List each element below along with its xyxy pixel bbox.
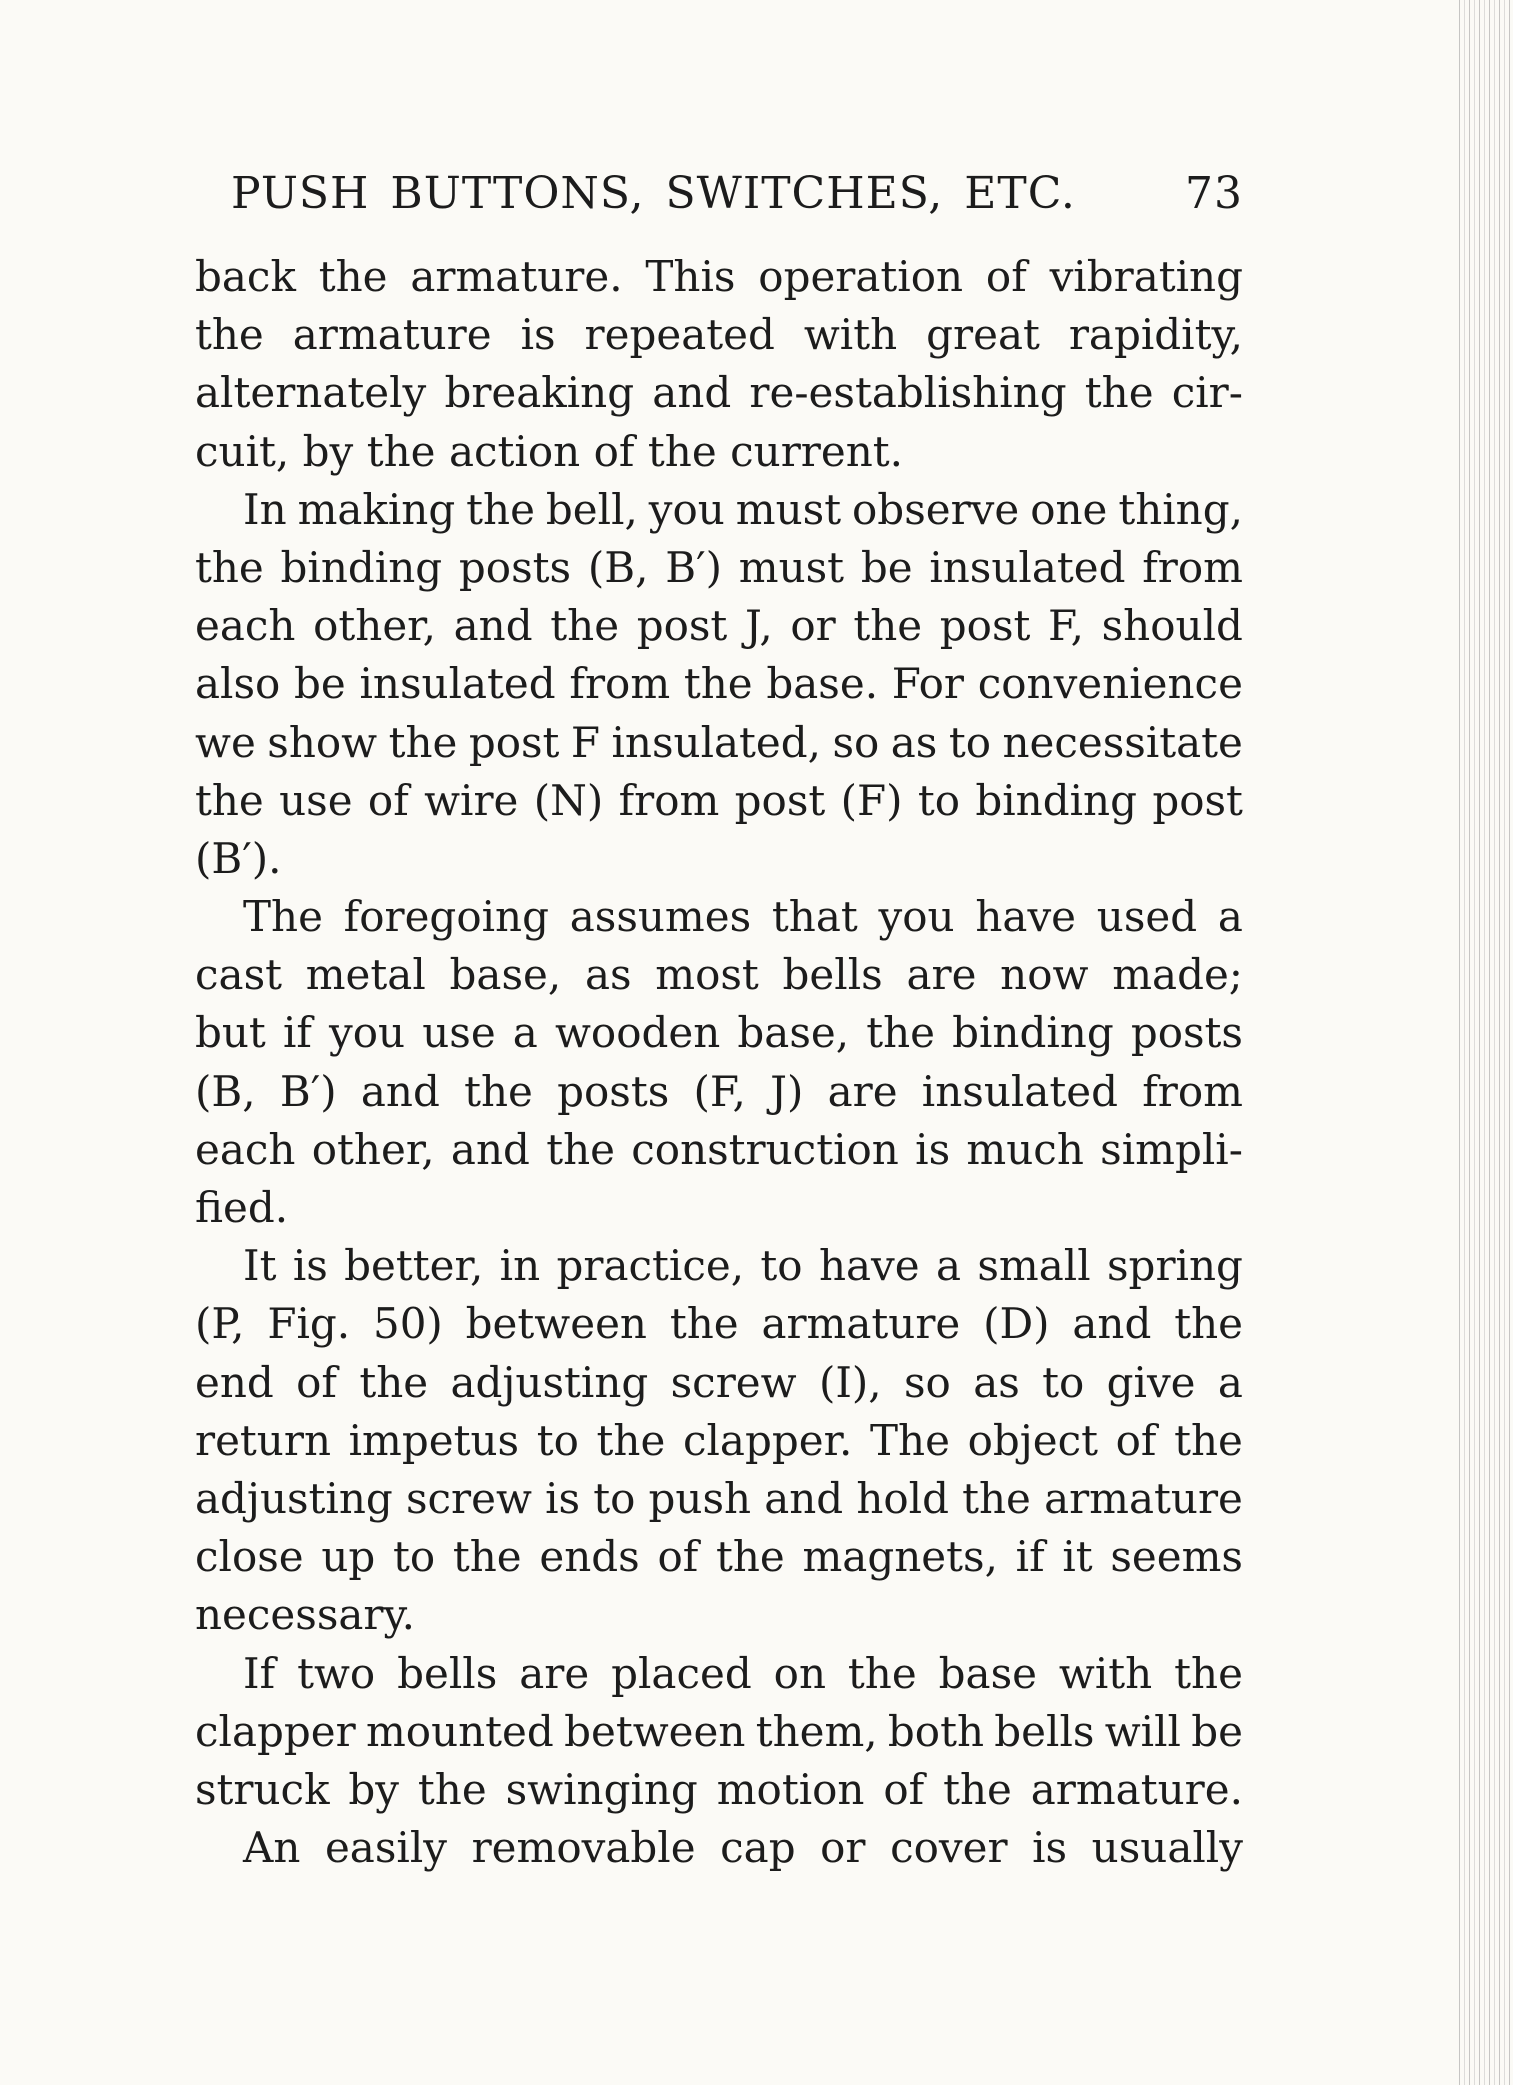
word: it (1062, 1532, 1093, 1582)
page-number: 73 (1185, 168, 1243, 219)
word: close (195, 1532, 304, 1582)
word: necessitate (1002, 717, 1243, 767)
word: F, (1048, 601, 1084, 651)
word: the (715, 1532, 785, 1582)
word: wooden (554, 1008, 721, 1058)
word: one (1030, 484, 1108, 534)
word: bells (397, 1648, 498, 1698)
word: (N) (533, 775, 604, 825)
word: to (948, 717, 991, 767)
word: (P, (195, 1299, 245, 1349)
word: must (738, 542, 845, 592)
word: the (195, 310, 264, 360)
word: made; (1112, 950, 1243, 1000)
word: of (367, 775, 409, 825)
word: In (243, 484, 287, 534)
word: the (546, 1124, 615, 1174)
word: making (297, 484, 456, 534)
word: necessary. (195, 1590, 416, 1640)
word: If (243, 1648, 276, 1698)
word: post (636, 601, 728, 651)
word: each (195, 1124, 296, 1174)
word: re-establishing (749, 368, 1067, 418)
word: the (466, 484, 535, 534)
running-head (195, 168, 1243, 248)
running-head-title: PUSH BUTTONS, SWITCHES, ETC. (231, 168, 1076, 219)
word: be (1191, 1706, 1243, 1756)
word: be (294, 659, 346, 709)
word: we (195, 717, 256, 767)
word: push (648, 1473, 752, 1523)
word: post (734, 775, 826, 825)
word: hold (856, 1473, 949, 1523)
word: mounted (365, 1706, 554, 1756)
word: the (962, 1473, 1031, 1523)
word: observe (852, 484, 1020, 534)
word: 50) (372, 1299, 443, 1349)
word: with (1058, 1648, 1153, 1698)
text-line (195, 1354, 1243, 1412)
word: between (564, 1706, 746, 1756)
word: the (318, 252, 388, 301)
word: to (536, 1415, 579, 1465)
word: operation (758, 252, 964, 301)
word: cover (890, 1823, 1008, 1873)
word: magnets, (802, 1532, 998, 1582)
word: (B, (195, 1066, 256, 1116)
word: a (1217, 1357, 1243, 1407)
word: clapper (195, 1706, 356, 1756)
text-line (195, 1470, 1243, 1528)
text-line (195, 539, 1243, 597)
word: the (943, 1764, 1012, 1814)
word: of (1115, 1415, 1157, 1465)
word: The (243, 892, 323, 942)
word: the (847, 1648, 917, 1698)
word: of (657, 1532, 699, 1582)
word: J) (770, 1066, 804, 1116)
word: easily (324, 1823, 447, 1873)
word: the (1174, 1299, 1243, 1349)
word: the (195, 542, 264, 592)
word: and (360, 1066, 440, 1116)
word: post (1152, 775, 1243, 825)
page-gutter-edge (1455, 0, 1513, 2085)
word: the (1174, 1415, 1243, 1465)
text-line (195, 1295, 1243, 1353)
word: from (618, 775, 720, 825)
word: in (499, 1241, 541, 1291)
word: give (1106, 1357, 1196, 1407)
word: usually (1091, 1823, 1243, 1873)
word: posts (557, 1066, 670, 1116)
text-line (195, 1703, 1243, 1761)
word: (B′). (195, 833, 282, 883)
text-line (195, 248, 1243, 306)
text-line (195, 1761, 1243, 1819)
word: ends (539, 1532, 640, 1582)
word: cir- (1171, 368, 1243, 418)
word: (D) (983, 1299, 1050, 1349)
word: and (453, 601, 533, 651)
word: to (593, 1473, 636, 1523)
word: on (773, 1648, 826, 1698)
word: removable (471, 1823, 696, 1873)
word: the (1174, 1648, 1243, 1698)
word: so (832, 717, 880, 767)
word: the (853, 601, 923, 651)
word: screw (405, 1473, 532, 1523)
word: seems (1110, 1532, 1243, 1582)
word: impetus (348, 1415, 520, 1465)
word: a (935, 1241, 962, 1291)
word: the (1084, 368, 1154, 418)
word: assumes (569, 892, 752, 942)
word: base, (449, 950, 562, 1000)
word: action (448, 426, 581, 476)
word: thing, (1118, 484, 1243, 534)
word: armature (1044, 1473, 1243, 1523)
word: cap (720, 1823, 796, 1873)
word: between (465, 1299, 647, 1349)
word: repeated (584, 310, 775, 360)
word: use (279, 775, 353, 825)
word: the (452, 1532, 522, 1582)
word: The (870, 1415, 950, 1465)
word: insulated (929, 542, 1126, 592)
word: are (519, 1648, 590, 1698)
word: the (550, 601, 620, 651)
word: by (348, 1764, 400, 1814)
word: from (1142, 542, 1243, 592)
word: and (764, 1473, 844, 1523)
word: rapidity, (1068, 310, 1243, 360)
word: now (1000, 950, 1089, 1000)
word: and (1072, 1299, 1152, 1349)
word: but (195, 1008, 266, 1058)
word: binding (280, 542, 443, 592)
word: alternately (195, 368, 427, 418)
word: is (915, 1124, 951, 1174)
word: fied. (195, 1183, 289, 1232)
word: of (883, 1764, 925, 1814)
word: to (1042, 1357, 1085, 1407)
text-line (195, 1179, 1243, 1237)
word: you (329, 1008, 406, 1058)
word: other, (311, 1124, 435, 1174)
word: armature. (1030, 1764, 1243, 1814)
word: armature (292, 310, 492, 360)
word: or (790, 601, 836, 651)
word: are (906, 950, 977, 1000)
word: should (1101, 601, 1243, 651)
word: also (195, 659, 281, 709)
word: binding (952, 1008, 1114, 1058)
text-block (195, 168, 1243, 1877)
word: have (975, 892, 1077, 942)
word: the (417, 1764, 487, 1814)
word: most (655, 950, 759, 1000)
word: metal (305, 950, 426, 1000)
word: bells (994, 1706, 1095, 1756)
word: struck (195, 1764, 330, 1814)
word: insulated (359, 659, 556, 709)
word: is (545, 1473, 581, 1523)
word: base, (737, 1008, 850, 1058)
text-line (195, 306, 1243, 364)
text-line (195, 1528, 1243, 1586)
word: two (297, 1648, 376, 1698)
word: of (593, 426, 635, 476)
word: or (820, 1823, 866, 1873)
word: posts (458, 542, 572, 592)
text-line (195, 1645, 1243, 1703)
text-line (195, 364, 1243, 422)
word: use (422, 1008, 496, 1058)
word: as (584, 950, 632, 1000)
word: (I), (818, 1357, 882, 1407)
word: to (917, 775, 961, 825)
word: spring (1107, 1241, 1243, 1291)
text-line (195, 1586, 1243, 1644)
word: J, (744, 601, 773, 651)
word: are (827, 1066, 898, 1116)
word: a (512, 1008, 538, 1058)
text-line (195, 1121, 1243, 1179)
word: object (967, 1415, 1099, 1465)
word: end (195, 1357, 274, 1407)
word: armature. (410, 252, 623, 301)
word: Fig. (267, 1299, 351, 1349)
word: base. (766, 659, 879, 709)
word: For (891, 659, 964, 709)
word: as (890, 717, 938, 767)
word: is (1032, 1823, 1068, 1873)
word: the (464, 1066, 533, 1116)
word: the (388, 717, 458, 767)
word: armature (761, 1299, 961, 1349)
word: will (1104, 1706, 1181, 1756)
text-line (195, 888, 1243, 946)
text-line (195, 714, 1243, 772)
word: as (973, 1357, 1020, 1407)
text-line (195, 1412, 1243, 1470)
word: is (292, 1241, 328, 1291)
word: clapper. (682, 1415, 853, 1465)
word: the (596, 1415, 666, 1465)
word: used (1096, 892, 1198, 942)
text-line (195, 830, 1243, 888)
text-line (195, 481, 1243, 539)
word: screw (670, 1357, 797, 1407)
text-line (195, 1819, 1243, 1877)
word: with (803, 310, 898, 360)
word: insulated (921, 1066, 1118, 1116)
word: the (195, 775, 264, 825)
word: (F) (840, 775, 903, 825)
word: if (282, 1008, 312, 1058)
word: of (296, 1357, 337, 1407)
word: much (966, 1124, 1084, 1174)
word: construction (631, 1124, 899, 1174)
word: of (985, 252, 1027, 301)
word: by (302, 426, 354, 476)
word: vibrating (1049, 252, 1243, 301)
text-line (195, 772, 1243, 830)
word: cuit, (195, 426, 290, 476)
word: adjusting (450, 1357, 649, 1407)
word: An (243, 1823, 301, 1873)
word: better, (344, 1241, 484, 1291)
word: wire (424, 775, 519, 825)
word: (F, (693, 1066, 746, 1116)
word: up (321, 1532, 376, 1582)
word: small (977, 1241, 1091, 1291)
word: convenience (977, 659, 1243, 709)
word: be (860, 542, 913, 592)
word: placed (611, 1648, 752, 1698)
word: foregoing (343, 892, 549, 942)
word: to (760, 1241, 803, 1291)
word: swinging (505, 1764, 698, 1814)
word: other, (313, 601, 436, 651)
word: B′) (279, 1066, 337, 1116)
word: binding (975, 775, 1137, 825)
word: show (267, 717, 378, 767)
text-line (195, 655, 1243, 713)
word: the (647, 426, 717, 476)
word: from (1142, 1066, 1243, 1116)
word: and (450, 1124, 530, 1174)
word: to (393, 1532, 436, 1582)
word: post (468, 717, 560, 767)
word: return (195, 1415, 331, 1465)
word: have (818, 1241, 920, 1291)
word: them, (755, 1706, 878, 1756)
word: each (195, 601, 296, 651)
word: This (645, 252, 736, 301)
word: cast (195, 950, 282, 1000)
text-line (195, 423, 1243, 481)
text-line (195, 946, 1243, 1004)
body-text (195, 248, 1243, 1877)
word: you (878, 892, 955, 942)
word: It (243, 1241, 277, 1291)
word: adjusting (195, 1473, 393, 1523)
word: (B, (587, 542, 649, 592)
word: simpli- (1100, 1124, 1243, 1174)
word: if (1015, 1532, 1045, 1582)
word: back (195, 252, 296, 301)
word: and (652, 368, 732, 418)
word: from (569, 659, 671, 709)
text-line (195, 1004, 1243, 1062)
word: the (669, 1299, 739, 1349)
word: breaking (444, 368, 635, 418)
word: F (570, 717, 601, 767)
word: great (926, 310, 1040, 360)
word: you (648, 484, 725, 534)
word: so (904, 1357, 951, 1407)
word: the (366, 426, 436, 476)
word: is (520, 310, 556, 360)
word: a (1217, 892, 1243, 942)
word: B′) (665, 542, 722, 592)
word: current. (730, 426, 904, 476)
word: base (938, 1648, 1037, 1698)
word: insulated, (611, 717, 822, 767)
word: the (866, 1008, 935, 1058)
word: practice, (556, 1241, 745, 1291)
word: post (939, 601, 1031, 651)
word: motion (716, 1764, 865, 1814)
word: the (359, 1357, 429, 1407)
word: both (887, 1706, 985, 1756)
word: posts (1130, 1008, 1243, 1058)
word: bell, (545, 484, 638, 534)
word: that (771, 892, 858, 942)
word: bells (782, 950, 883, 1000)
text-line (195, 1237, 1243, 1295)
word: the (683, 659, 753, 709)
text-line (195, 1063, 1243, 1121)
text-line (195, 597, 1243, 655)
word: must (735, 484, 842, 534)
